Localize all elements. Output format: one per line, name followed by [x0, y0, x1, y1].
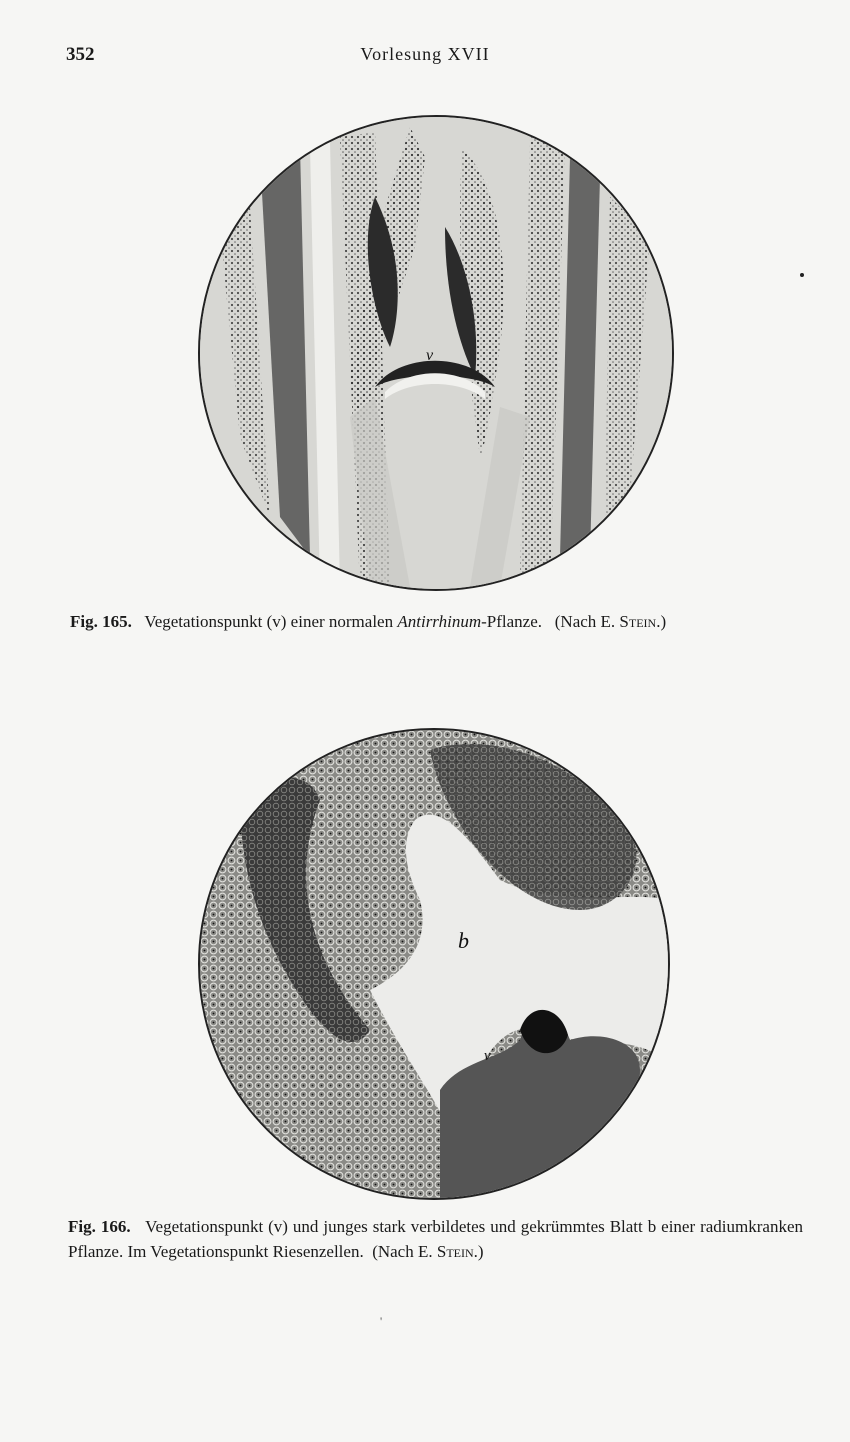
marker-v: v: [484, 1048, 491, 1064]
figure-165-micrograph: [198, 115, 674, 591]
fig-165-source-author: E. Stein.: [600, 612, 661, 631]
fig-166-source-author: E. Stein.: [417, 1242, 478, 1261]
fig-166-text: Vegetationspunkt (v) und junges stark verbildetes und gekrümmtes Blatt b einer radiumkranken Pflanze. Im Vegetationspunkt Riesenzellen.: [68, 1217, 804, 1261]
marker-b: b: [458, 928, 469, 953]
fig-166-source-suffix: ): [477, 1242, 484, 1261]
figure-166-image: [200, 730, 668, 1198]
fig-165-text-after: -Pflanze.: [481, 612, 543, 631]
fig-165-label: Fig. 165.: [70, 612, 132, 631]
caption-fig-165: [70, 609, 800, 634]
fig-166-label: Fig. 166.: [68, 1217, 131, 1236]
stray-mark: ': [380, 1314, 383, 1328]
figure-165-image: [200, 117, 672, 589]
caption-fig-166: [68, 1214, 803, 1264]
figure-166-micrograph: [198, 728, 670, 1200]
fig-165-text: Vegetationspunkt (v) einer normalen: [144, 612, 394, 631]
print-speck: [800, 273, 804, 277]
fig-165-source-prefix: (Nach: [554, 612, 597, 631]
fig-165-italic-term: Antirrhinum: [397, 612, 482, 631]
running-head: Vorlesung XVII: [360, 44, 490, 64]
fig-165-source-suffix: ): [660, 612, 667, 631]
fig-166-source-prefix: (Nach: [372, 1242, 414, 1261]
marker-v: v: [426, 347, 434, 364]
page-number: 352: [66, 44, 95, 65]
